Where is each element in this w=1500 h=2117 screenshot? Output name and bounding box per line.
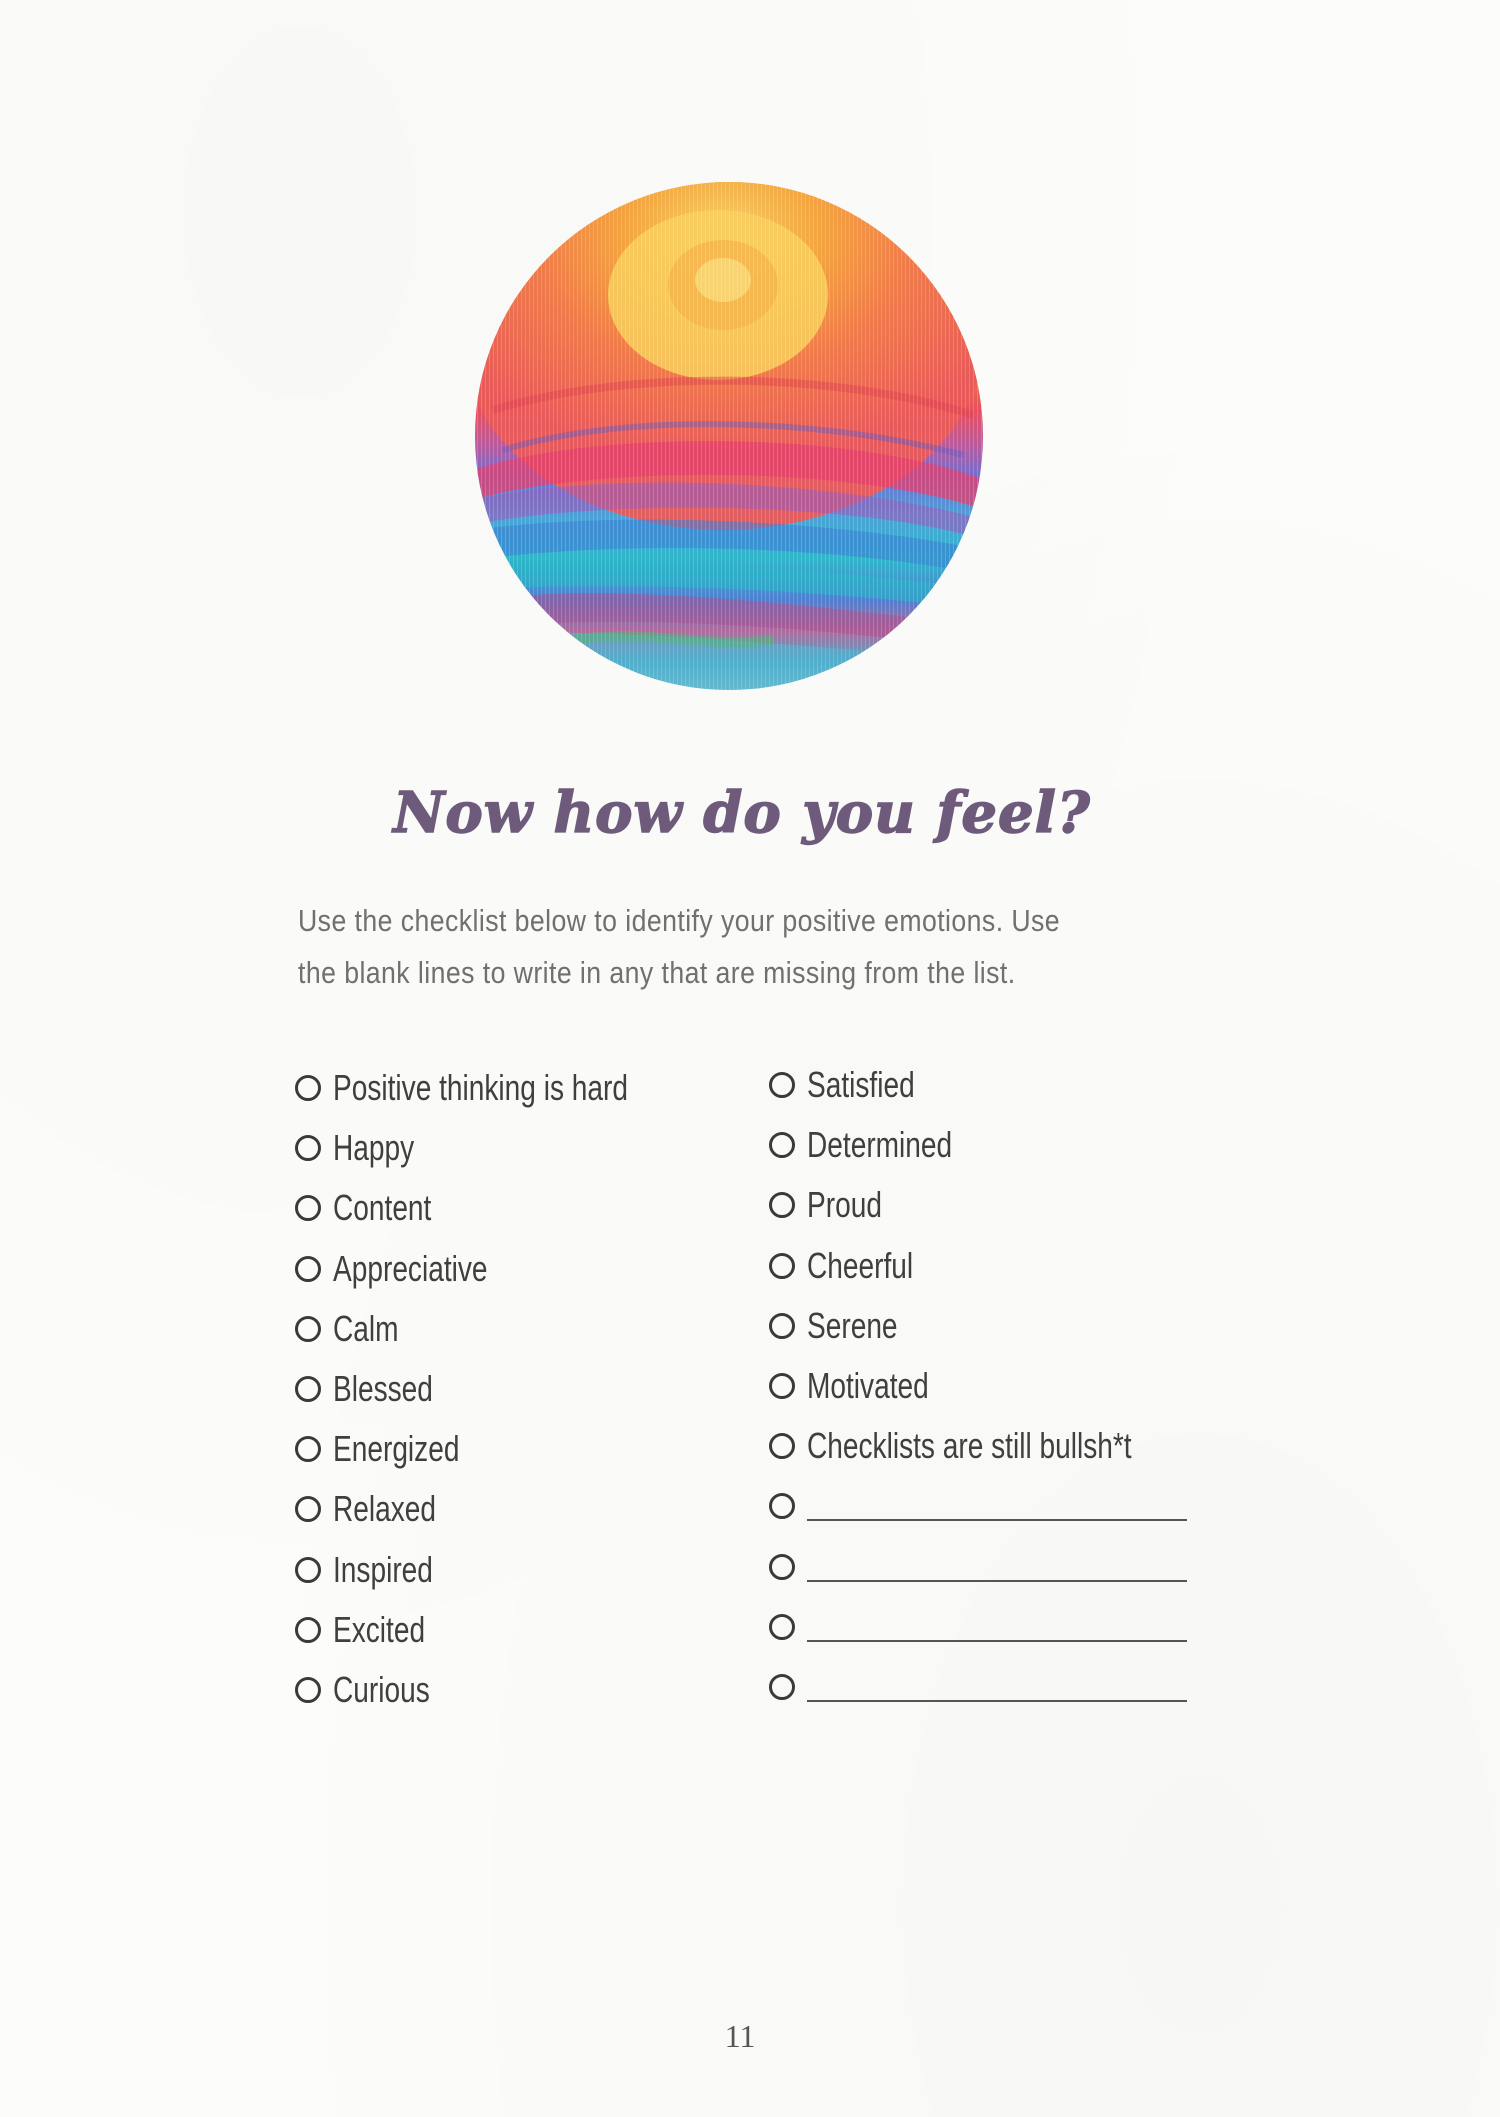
radio-circle-icon[interactable] xyxy=(769,1554,795,1580)
blank-write-in-line[interactable] xyxy=(807,1608,1187,1642)
checklist-item-label: Appreciative xyxy=(333,1247,488,1289)
checklist-item-label: Cheerful xyxy=(807,1244,914,1286)
checklist-item-label: Serene xyxy=(807,1304,898,1346)
checklist-item-label: Inspired xyxy=(333,1548,433,1590)
checklist-blank-item[interactable] xyxy=(769,1605,1223,1665)
checklist-item[interactable] xyxy=(295,1367,711,1427)
radio-circle-icon[interactable] xyxy=(769,1313,795,1339)
checklist-item-label: Curious xyxy=(333,1668,430,1710)
checklist-item-label: Satisfied xyxy=(807,1064,915,1105)
checklist-item[interactable] xyxy=(769,1244,1223,1304)
checklist-item-label: Checklists are still bullsh*t xyxy=(807,1425,1132,1467)
checklist-item-label: Proud xyxy=(807,1184,882,1226)
checklist-item-label: Energized xyxy=(333,1428,460,1470)
checklist-item[interactable] xyxy=(295,1307,711,1367)
radio-circle-icon[interactable] xyxy=(295,1256,321,1282)
blank-write-in-line[interactable] xyxy=(807,1487,1187,1521)
radio-circle-icon[interactable] xyxy=(769,1493,795,1519)
radio-circle-icon[interactable] xyxy=(295,1135,321,1161)
checklist-item[interactable] xyxy=(769,1063,1223,1123)
radio-circle-icon[interactable] xyxy=(295,1617,321,1643)
page-title: Now how do you feel? xyxy=(393,780,1091,846)
radio-circle-icon[interactable] xyxy=(295,1677,321,1703)
radio-circle-icon[interactable] xyxy=(295,1376,321,1402)
page-number: 11 xyxy=(724,2018,756,2054)
radio-circle-icon[interactable] xyxy=(295,1557,321,1583)
checklist-item[interactable] xyxy=(769,1304,1223,1364)
instructions-text xyxy=(298,895,1072,999)
radio-circle-icon[interactable] xyxy=(769,1192,795,1218)
checklist-item[interactable] xyxy=(295,1608,711,1668)
radio-circle-icon[interactable] xyxy=(769,1132,795,1158)
checklist-item-label: Relaxed xyxy=(333,1488,437,1530)
blank-write-in-line[interactable] xyxy=(807,1548,1187,1582)
radio-circle-icon[interactable] xyxy=(769,1072,795,1098)
checklist-item[interactable] xyxy=(295,1247,711,1307)
checklist-item[interactable] xyxy=(769,1183,1223,1243)
checklist-item-label: Positive thinking is hard xyxy=(333,1067,628,1108)
checklist-item[interactable] xyxy=(295,1126,711,1186)
checklist-blank-item[interactable] xyxy=(769,1545,1223,1605)
checklist-item[interactable] xyxy=(295,1668,711,1728)
checklist-item[interactable] xyxy=(295,1186,711,1246)
checklist-blank-item[interactable] xyxy=(769,1484,1223,1544)
checklist-item[interactable] xyxy=(769,1123,1223,1183)
checklist-item-label: Calm xyxy=(333,1307,399,1349)
blank-write-in-line[interactable] xyxy=(807,1668,1187,1702)
checklist-item[interactable] xyxy=(769,1364,1223,1424)
radio-circle-icon[interactable] xyxy=(295,1075,321,1101)
checklist-item[interactable] xyxy=(295,1427,711,1487)
watercolor-sphere-illustration xyxy=(473,180,985,692)
checklist-item[interactable] xyxy=(295,1548,711,1608)
radio-circle-icon[interactable] xyxy=(295,1436,321,1462)
checklist-blank-item[interactable] xyxy=(769,1665,1223,1725)
checklist-item-label: Happy xyxy=(333,1127,415,1169)
radio-circle-icon[interactable] xyxy=(769,1433,795,1459)
checklist-item-label: Motivated xyxy=(807,1364,929,1406)
checklist-item[interactable] xyxy=(295,1066,711,1126)
checklist-item[interactable] xyxy=(295,1487,711,1547)
radio-circle-icon[interactable] xyxy=(769,1674,795,1700)
radio-circle-icon[interactable] xyxy=(295,1316,321,1342)
radio-circle-icon[interactable] xyxy=(769,1253,795,1279)
checklist-item-label: Determined xyxy=(807,1124,953,1166)
checklist-right-column xyxy=(769,1063,1223,1725)
checklist-item-label: Excited xyxy=(333,1608,426,1650)
radio-circle-icon[interactable] xyxy=(769,1373,795,1399)
radio-circle-icon[interactable] xyxy=(295,1496,321,1522)
checklist-item-label: Blessed xyxy=(333,1367,433,1409)
instructions-line-1: Use the checklist below to identify your positive emotions. Use xyxy=(298,903,1061,938)
checklist-item[interactable] xyxy=(769,1424,1223,1484)
checklist-left-column xyxy=(295,1066,711,1728)
radio-circle-icon[interactable] xyxy=(295,1195,321,1221)
instructions-line-2: the blank lines to write in any that are missing from the list. xyxy=(298,955,1016,990)
radio-circle-icon[interactable] xyxy=(769,1614,795,1640)
checklist-item-label: Content xyxy=(333,1187,432,1229)
